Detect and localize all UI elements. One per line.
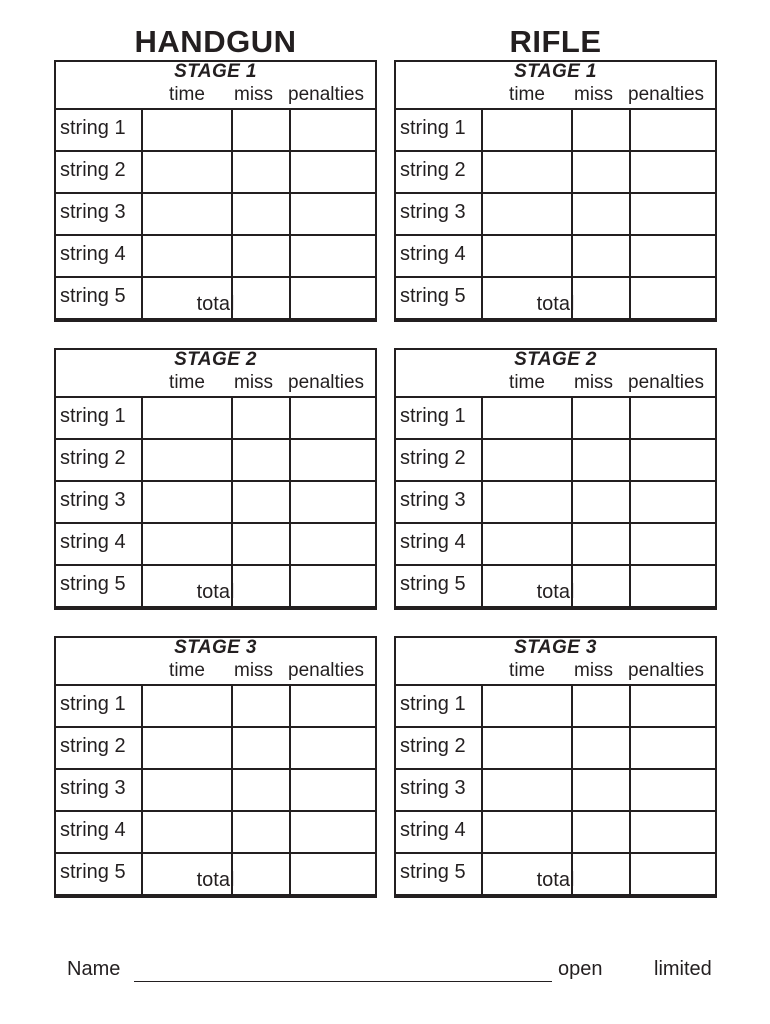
string-row [396, 438, 715, 480]
string-row [396, 234, 715, 276]
string-row [56, 726, 375, 768]
stage-2-table [394, 348, 717, 632]
string-label: string 2 [400, 447, 466, 469]
time-header: time [509, 372, 545, 393]
stage-header [56, 62, 375, 108]
string-label: string 3 [400, 489, 466, 511]
string-row [396, 396, 715, 438]
string-row [396, 522, 715, 564]
total-divider [396, 318, 715, 320]
rifle-title: RIFLE [509, 24, 602, 59]
string-label: string 1 [60, 693, 126, 715]
string-row [56, 396, 375, 438]
string-label: string 2 [400, 159, 466, 181]
string-label: string 5 [60, 285, 126, 307]
total-label: total [536, 293, 575, 315]
string-row [396, 150, 715, 192]
string-row [396, 768, 715, 810]
stage-3-table [394, 636, 717, 920]
column-divider [481, 684, 483, 894]
stage-header [396, 638, 715, 684]
penalties-header: penalties [288, 84, 365, 105]
time-header: time [169, 372, 205, 393]
stage-3-table [54, 636, 377, 920]
handgun-title: HANDGUN [134, 24, 297, 59]
name-field[interactable] [134, 958, 552, 982]
stage-border [394, 636, 717, 898]
limited-option[interactable]: limited [654, 958, 712, 980]
time-header: time [169, 660, 205, 681]
string-label: string 5 [400, 285, 466, 307]
string-row [56, 150, 375, 192]
stage-border [394, 60, 717, 322]
column-divider [571, 396, 573, 606]
stage-header [56, 638, 375, 684]
string-label: string 2 [60, 159, 126, 181]
string-row [396, 810, 715, 852]
total-label: total [536, 869, 575, 891]
column-divider [231, 396, 233, 606]
column-divider [629, 108, 631, 318]
open-option[interactable]: open [558, 958, 603, 980]
column-divider [141, 108, 143, 318]
total-divider [396, 606, 715, 608]
stage-title: STAGE 3 [514, 637, 597, 658]
stage-1-table [394, 60, 717, 344]
total-divider [56, 606, 375, 608]
stage-2-table [54, 348, 377, 632]
string-label: string 5 [60, 573, 126, 595]
time-header: time [509, 84, 545, 105]
total-label: total [536, 581, 575, 603]
column-divider [481, 396, 483, 606]
string-label: string 1 [400, 693, 466, 715]
string-row [56, 522, 375, 564]
stage-header [56, 350, 375, 396]
miss-header: miss [234, 660, 274, 681]
string-label: string 4 [400, 531, 466, 553]
column-divider [571, 108, 573, 318]
string-label: string 4 [60, 243, 126, 265]
string-label: string 4 [60, 819, 126, 841]
column-divider [289, 684, 291, 894]
penalties-header: penalties [628, 84, 705, 105]
total-divider [396, 894, 715, 896]
time-header: time [509, 660, 545, 681]
penalties-header: penalties [628, 372, 705, 393]
column-divider [571, 684, 573, 894]
string-row [56, 480, 375, 522]
string-label: string 3 [400, 777, 466, 799]
column-divider [629, 396, 631, 606]
string-row [56, 768, 375, 810]
string-row [396, 726, 715, 768]
column-divider [231, 684, 233, 894]
stage-title: STAGE 3 [174, 637, 257, 658]
time-header: time [169, 84, 205, 105]
string-row [56, 234, 375, 276]
name-label: Name [67, 958, 121, 980]
penalties-header: penalties [288, 660, 365, 681]
stage-title: STAGE 1 [514, 61, 597, 82]
penalties-header: penalties [288, 372, 365, 393]
miss-header: miss [574, 84, 614, 105]
string-label: string 2 [60, 447, 126, 469]
string-label: string 1 [60, 405, 126, 427]
column-divider [289, 396, 291, 606]
string-row [396, 192, 715, 234]
column-divider [231, 108, 233, 318]
column-divider [629, 684, 631, 894]
string-label: string 1 [400, 405, 466, 427]
column-divider [289, 108, 291, 318]
string-label: string 1 [400, 117, 466, 139]
stage-1-table [54, 60, 377, 344]
stage-header [396, 350, 715, 396]
string-label: string 5 [400, 861, 466, 883]
string-label: string 5 [60, 861, 126, 883]
string-label: string 2 [60, 735, 126, 757]
string-row [56, 192, 375, 234]
stage-title: STAGE 1 [174, 61, 257, 82]
stage-border [394, 348, 717, 610]
string-label: string 3 [60, 489, 126, 511]
string-label: string 4 [400, 243, 466, 265]
stage-border [54, 60, 377, 322]
miss-header: miss [574, 660, 614, 681]
string-row [396, 480, 715, 522]
string-label: string 3 [60, 201, 126, 223]
stage-title: STAGE 2 [514, 349, 597, 370]
column-divider [141, 684, 143, 894]
column-divider [141, 396, 143, 606]
string-row [56, 108, 375, 150]
total-divider [56, 894, 375, 896]
string-label: string 4 [60, 531, 126, 553]
total-label: total [196, 869, 235, 891]
stage-header [396, 62, 715, 108]
string-label: string 3 [400, 201, 466, 223]
penalties-header: penalties [628, 660, 705, 681]
stage-border [54, 348, 377, 610]
string-row [396, 684, 715, 726]
string-label: string 2 [400, 735, 466, 757]
miss-header: miss [234, 372, 274, 393]
string-row [56, 810, 375, 852]
total-label: total [196, 293, 235, 315]
miss-header: miss [574, 372, 614, 393]
stage-title: STAGE 2 [174, 349, 257, 370]
string-row [56, 684, 375, 726]
total-label: total [196, 581, 235, 603]
miss-header: miss [234, 84, 274, 105]
string-row [396, 108, 715, 150]
total-divider [56, 318, 375, 320]
string-row [56, 438, 375, 480]
string-label: string 3 [60, 777, 126, 799]
column-divider [481, 108, 483, 318]
string-label: string 4 [400, 819, 466, 841]
string-label: string 1 [60, 117, 126, 139]
stage-border [54, 636, 377, 898]
string-label: string 5 [400, 573, 466, 595]
